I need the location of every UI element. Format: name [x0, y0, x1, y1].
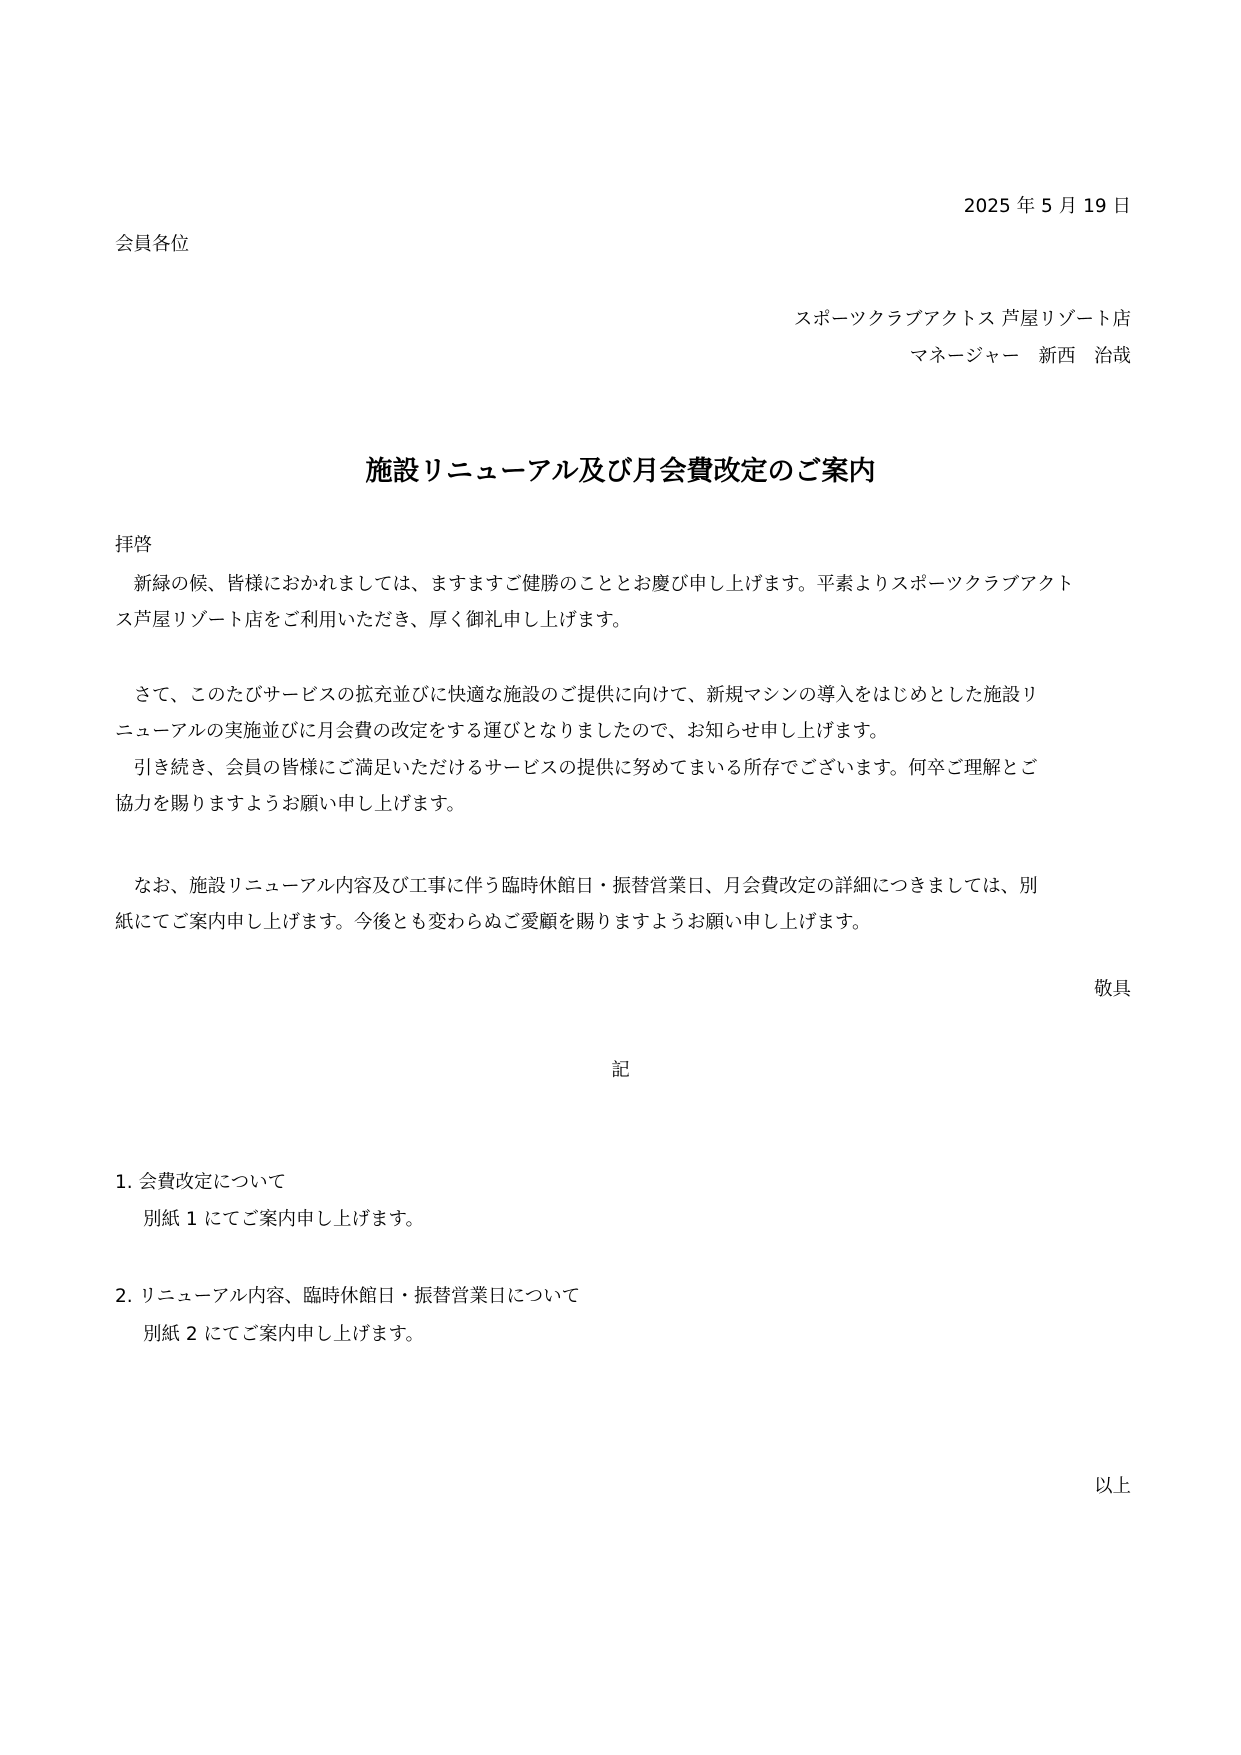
sender-organization: スポーツクラブアクトス 芦屋リゾート店 — [793, 309, 1131, 330]
paragraph-line: 紙にてご案内申し上げます。今後とも変わらぬご愛顧を賜りますようお願い申し上げます。 — [115, 912, 871, 933]
paragraph-line: さて、このたびサービスの拡充並びに快適な施設のご提供に向けて、新規マシンの導入をはじめとした施設リ — [115, 685, 1039, 706]
paragraph-line: なお、施設リニューアル内容及び工事に伴う臨時休館日・振替営業日、月会費改定の詳細につきましては、別 — [115, 876, 1038, 897]
paragraph-line: 引き続き、会員の皆様にご満足いただけるサービスの提供に努めてまいる所存でございます。何卒ご理解とご — [115, 758, 1038, 779]
item-detail: 別紙 2 にてご案内申し上げます。 — [143, 1324, 425, 1345]
notation-heading: 記 — [611, 1060, 630, 1081]
item-heading: 2. リニューアル内容、臨時休館日・振替営業日について — [115, 1286, 581, 1307]
opening-salutation: 拝啓 — [115, 535, 153, 556]
recipient: 会員各位 — [115, 234, 190, 255]
document-title: 施設リニューアル及び月会費改定のご案内 — [365, 456, 876, 488]
paragraph-line: 新緑の候、皆様におかれましては、ますますご健勝のこととお慶び申し上げます。平素よりスポーツクラブアクト — [115, 574, 1075, 595]
paragraph-line: 協力を賜りますようお願い申し上げます。 — [115, 794, 466, 815]
sender-person: マネージャー 新西 治哉 — [909, 346, 1131, 367]
item-detail: 別紙 1 にてご案内申し上げます。 — [143, 1209, 425, 1230]
item-heading: 1. 会費改定について — [115, 1172, 287, 1193]
closing-salutation: 敬具 — [1093, 979, 1131, 1000]
paragraph-line: ス芦屋リゾート店をご利用いただき、厚く御礼申し上げます。 — [115, 610, 631, 631]
end-mark: 以上 — [1093, 1476, 1131, 1497]
letter-date: 2025 年 5 月 19 日 — [963, 196, 1131, 217]
paragraph-line: ニューアルの実施並びに月会費の改定をする運びとなりましたので、お知らせ申し上げます。 — [115, 721, 888, 742]
